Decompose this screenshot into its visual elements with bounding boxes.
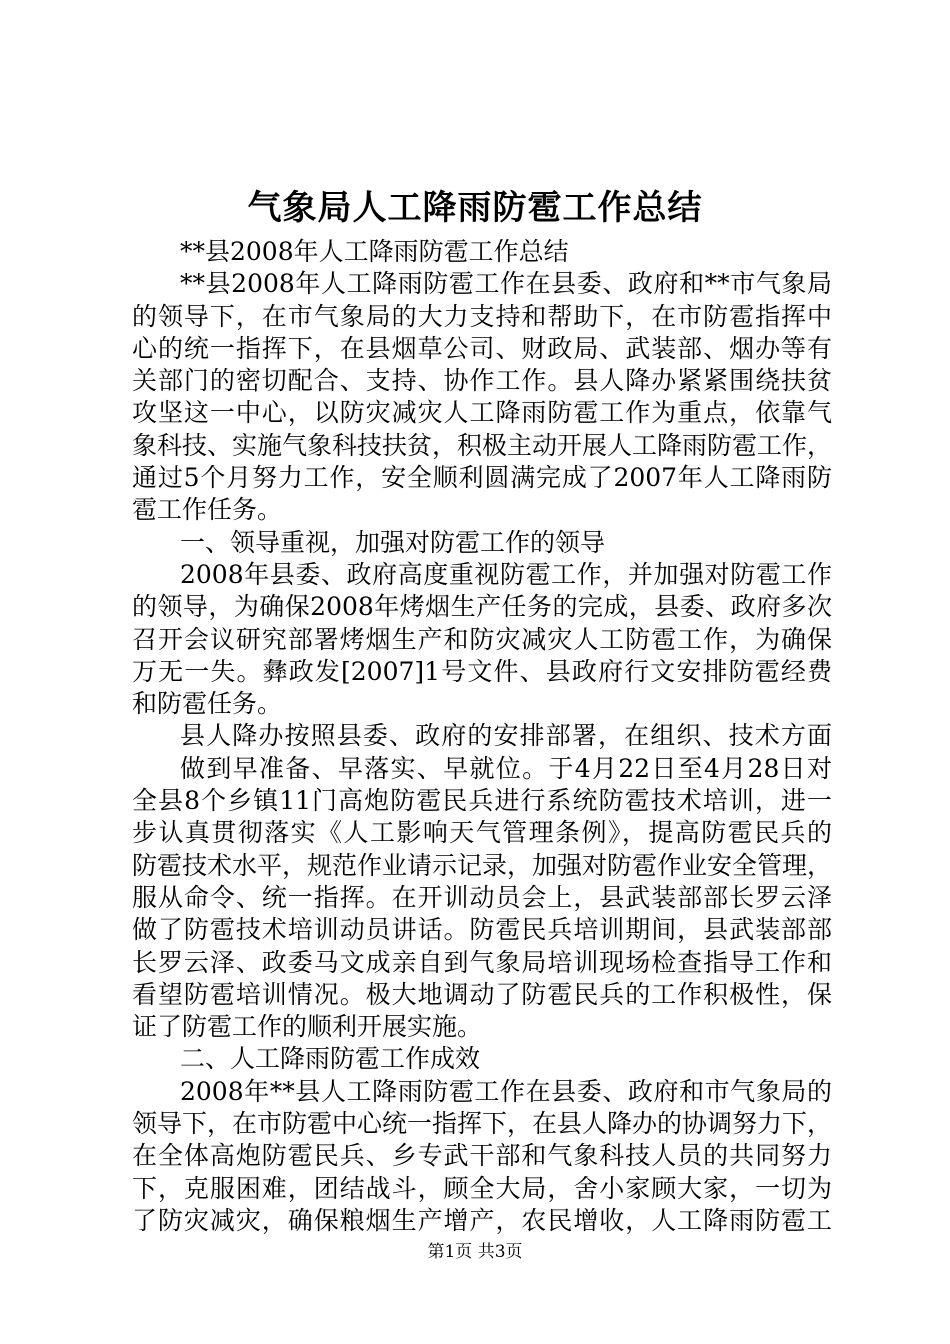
paragraph-line: 了防灾减灾，确保粮烟生产增产，农民增收，人工降雨防雹工	[132, 1205, 832, 1235]
paragraph-line: 通过5个月努力工作，安全顺利圆满完成了2007年人工降雨防	[132, 463, 832, 493]
paragraph-line: 的领导下，在市气象局的大力支持和帮助下，在市防雹指挥中	[132, 301, 832, 331]
section-heading: 一、领导重视，加强对防雹工作的领导	[180, 527, 606, 557]
paragraph-line: 关部门的密切配合、支持、协作工作。县人降办紧紧围绕扶贫	[132, 366, 832, 396]
paragraph-line: 全县8个乡镇11门高炮防雹民兵进行系统防雹技术培训，进一	[132, 786, 832, 816]
paragraph-line: 下，克服困难，团结战斗，顾全大局，舍小家顾大家，一切为	[132, 1173, 832, 1203]
paragraph-line: 步认真贯彻落实《人工影响天气管理条例》，提高防雹民兵的	[132, 818, 832, 848]
paragraph-line: 万无一失。彝政发[2007]1号文件、县政府行文安排防雹经费	[132, 656, 832, 686]
paragraph-line: 攻坚这一中心，以防灾减灾人工降雨防雹工作为重点，依靠气	[132, 398, 832, 428]
paragraph-line: 2008年**县人工降雨防雹工作在县委、政府和市气象局的	[180, 1076, 832, 1106]
paragraph-line: 心的统一指挥下，在县烟草公司、财政局、武装部、烟办等有	[132, 333, 832, 363]
paragraph-line: 防雹技术水平，规范作业请示记录，加强对防雹作业安全管理，	[132, 850, 833, 880]
paragraph-line: 象科技、实施气象科技扶贫，积极主动开展人工降雨防雹工作，	[132, 430, 833, 460]
paragraph-line: 证了防雹工作的顺利开展实施。	[132, 1012, 483, 1042]
paragraph-line: 的领导，为确保2008年烤烟生产任务的完成，县委、政府多次	[132, 592, 832, 622]
paragraph-line: 在全体高炮防雹民兵、乡专武干部和气象科技人员的共同努力	[132, 1141, 832, 1171]
page-footer: 第1页 共3页	[427, 1242, 523, 1262]
paragraph-line: 做了防雹技术培训动员讲话。防雹民兵培训期间，县武装部部	[132, 915, 832, 945]
document-title: 气象局人工降雨防雹工作总结	[247, 188, 703, 228]
paragraph-line: 县人降办按照县委、政府的安排部署，在组织、技术方面	[180, 721, 832, 751]
paragraph-line: 召开会议研究部署烤烟生产和防灾减灾人工防雹工作，为确保	[132, 624, 832, 654]
document-body	[132, 236, 832, 1237]
paragraph-line: 长罗云泽、政委马文成亲自到气象局培训现场检查指导工作和	[132, 947, 832, 977]
paragraph-line: 做到早准备、早落实、早就位。于4月22日至4月28日对	[180, 753, 832, 783]
paragraph-line: **县2008年人工降雨防雹工作总结	[180, 237, 569, 266]
paragraph-line: 领导下，在市防雹中心统一指挥下，在县人降办的协调努力下，	[132, 1109, 833, 1139]
paragraph-line: **县2008年人工降雨防雹工作在县委、政府和**市气象局	[180, 269, 832, 299]
paragraph-line: 服从命令、统一指挥。在开训动员会上，县武装部部长罗云泽	[132, 882, 832, 912]
paragraph-line: 和防雹任务。	[132, 689, 283, 719]
paragraph-line: 2008年县委、政府高度重视防雹工作，并加强对防雹工作	[180, 559, 832, 589]
paragraph-line: 雹工作任务。	[132, 495, 283, 525]
paragraph-line: 看望防雹培训情况。极大地调动了防雹民兵的工作积极性，保	[132, 979, 832, 1009]
section-heading: 二、人工降雨防雹工作成效	[180, 1044, 481, 1074]
